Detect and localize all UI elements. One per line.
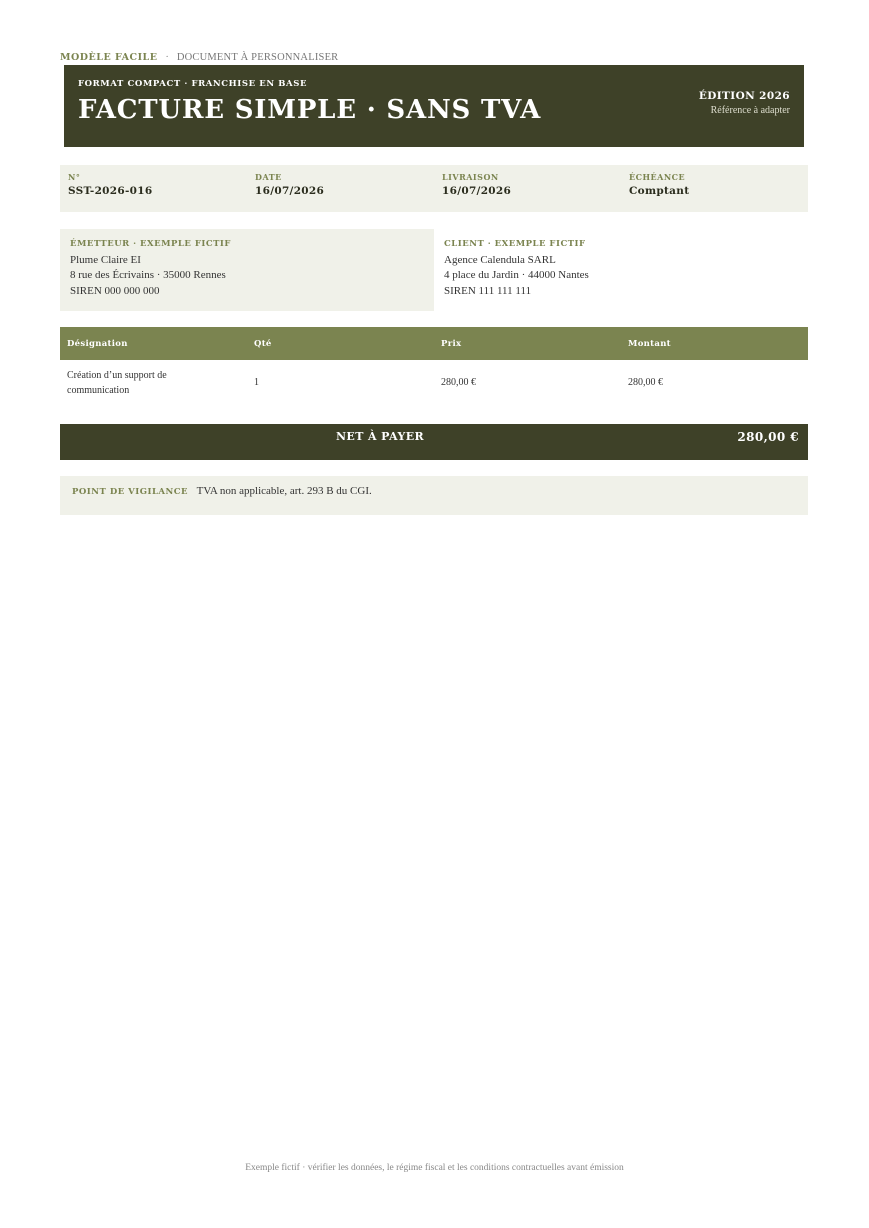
- meta-due-value: Comptant: [629, 185, 690, 197]
- header-kicker: FORMAT COMPACT · FRANCHISE EN BASE: [78, 79, 308, 89]
- invoice-header-banner: [64, 65, 804, 147]
- emitter-siren: SIREN 000 000 000: [70, 284, 160, 297]
- emitter-name: Plume Claire EI: [70, 253, 141, 266]
- vigilance-label: POINT DE VIGILANCE: [72, 487, 189, 497]
- row-quantity: 1: [254, 377, 259, 388]
- column-header-quantity: Qté: [254, 338, 272, 349]
- meta-delivery-label: LIVRAISON: [442, 172, 499, 182]
- meta-delivery-value: 16/07/2026: [442, 185, 512, 197]
- client-siren: SIREN 111 111 111: [444, 284, 532, 297]
- row-designation: Création d’un support de communication: [67, 369, 167, 396]
- meta-date: [247, 165, 434, 212]
- meta-number-value: SST-2026-016: [68, 185, 153, 197]
- client-block: [434, 229, 808, 311]
- emitter-block: [60, 229, 434, 311]
- column-header-amount: Montant: [628, 338, 671, 349]
- brand-name: MODÈLE FACILE: [60, 52, 158, 63]
- client-address: 4 place du Jardin · 44000 Nantes: [444, 269, 589, 281]
- footer-disclaimer: Exemple fictif · vérifier les données, le régime fiscal et les conditions contractuelles avant émission: [245, 1163, 624, 1173]
- row-amount: 280,00 €: [628, 377, 663, 388]
- items-table-header: [60, 327, 808, 360]
- client-label: CLIENT · EXEMPLE FICTIF: [444, 239, 586, 249]
- table-row: [60, 360, 808, 400]
- total-value: 280,00 €: [737, 430, 799, 444]
- meta-date-value: 16/07/2026: [255, 185, 325, 197]
- vigilance-note: [60, 476, 808, 515]
- meta-date-label: DATE: [255, 172, 282, 182]
- invoice-title: FACTURE SIMPLE · SANS TVA: [78, 95, 542, 125]
- meta-number-label: N°: [68, 172, 81, 182]
- vigilance-text: TVA non applicable, art. 293 B du CGI.: [196, 485, 372, 497]
- edition-label: ÉDITION 2026: [698, 90, 790, 102]
- items-table: [60, 327, 808, 400]
- meta-delivery: [434, 165, 621, 212]
- emitter-address: 8 rue des Écrivains · 35000 Rennes: [70, 269, 226, 281]
- client-name: Agence Calendula SARL: [444, 253, 556, 266]
- total-bar: [60, 424, 808, 460]
- total-label: NET À PAYER: [335, 430, 425, 443]
- brand-separator: ·: [165, 52, 170, 63]
- row-price: 280,00 €: [441, 377, 476, 388]
- column-header-price: Prix: [441, 338, 462, 349]
- meta-due-label: ÉCHÉANCE: [629, 172, 686, 182]
- meta-due: [621, 165, 808, 212]
- edition-subtitle: Référence à adapter: [710, 105, 790, 116]
- invoice-meta-bar: [60, 165, 808, 212]
- meta-number: [60, 165, 247, 212]
- column-header-designation: Désignation: [67, 338, 128, 349]
- brand-subtitle: DOCUMENT À PERSONNALISER: [176, 52, 339, 63]
- emitter-label: ÉMETTEUR · EXEMPLE FICTIF: [70, 239, 231, 249]
- top-brand-line: [60, 52, 338, 63]
